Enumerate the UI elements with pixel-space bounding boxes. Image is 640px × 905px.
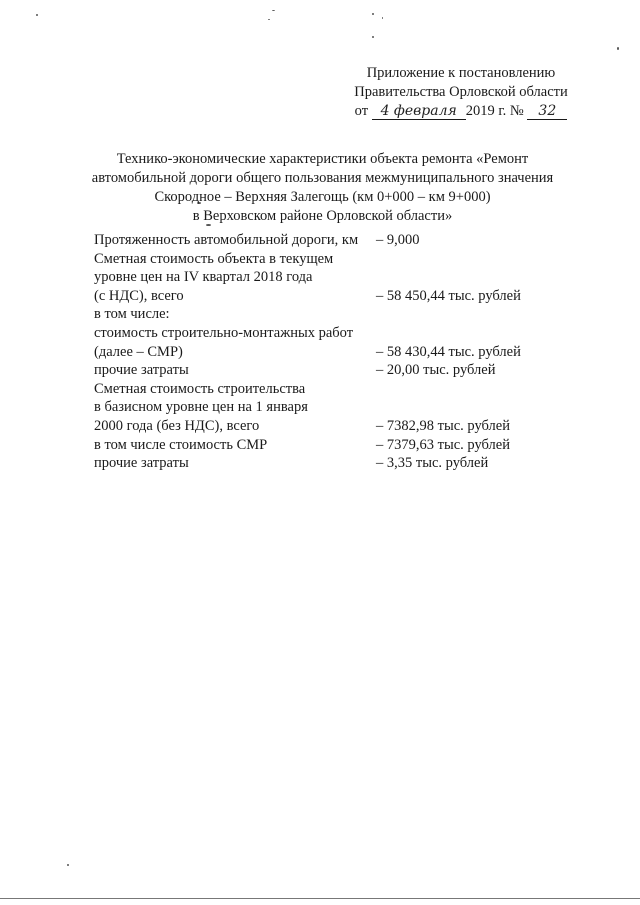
row-value: – 9,000	[376, 232, 420, 248]
appendix-line-1: Приложение к постановлению	[366, 65, 556, 81]
row-label: Протяженность автомобильной дороги, км	[94, 232, 359, 248]
row-label: (с НДС), всего	[94, 287, 184, 304]
row-value: – 58 450,44 тыс. рублей	[376, 287, 521, 304]
row-label: (далее – СМР)	[94, 343, 183, 360]
title-line-4: в Верховском районе Орловской области»	[192, 208, 453, 224]
row-value: – 58 430,44 тыс. рублей	[376, 343, 521, 360]
row-value: – 7379,63 тыс. рублей	[376, 436, 510, 453]
row-label: прочие затраты	[94, 455, 189, 472]
scan-speck	[36, 14, 38, 16]
characteristics-row	[94, 305, 564, 324]
scan-bottom-edge	[0, 898, 640, 899]
characteristics-row	[94, 417, 564, 436]
characteristics-row	[94, 250, 564, 269]
appendix-line-2: Правительства Орловской области	[354, 84, 568, 100]
year-and-number-label: 2019 г. №	[465, 103, 524, 119]
scan-speck	[372, 13, 374, 15]
characteristics-row	[94, 436, 564, 455]
characteristics-table	[94, 231, 564, 473]
date-prefix: от	[354, 103, 369, 119]
title-line-2: автомобильной дороги общего пользования межмуниципального значения	[91, 170, 554, 186]
row-label: стоимость строительно-монтажных работ	[94, 324, 354, 341]
characteristics-row	[94, 343, 564, 362]
row-label: в базисном уровне цен на 1 января	[94, 399, 308, 416]
row-label: уровне цен на IV квартал 2018 года	[94, 269, 313, 286]
characteristics-row	[94, 380, 564, 399]
row-value: – 20,00 тыс. рублей	[376, 362, 496, 379]
appendix-header	[336, 64, 586, 121]
handwritten-number: 32	[527, 103, 567, 120]
row-label: Сметная стоимость объекта в текущем	[94, 250, 334, 267]
scan-speck	[268, 19, 270, 20]
row-label: Сметная стоимость строительства	[94, 380, 306, 397]
scan-speck	[617, 47, 619, 50]
characteristics-row	[94, 361, 564, 380]
scan-speck	[372, 36, 374, 38]
row-label: 2000 года (без НДС), всего	[94, 417, 260, 434]
row-label: прочие затраты	[94, 362, 189, 379]
characteristics-row	[94, 268, 564, 287]
scan-speck	[67, 864, 69, 866]
scan-speck	[382, 17, 383, 19]
characteristics-row	[94, 324, 564, 343]
characteristics-row	[94, 454, 564, 473]
title-line-1: Технико-экономические характеристики объекта ремонта «Ремонт	[116, 151, 529, 167]
characteristics-row	[94, 231, 564, 250]
characteristics-row	[94, 287, 564, 306]
title-line-3: Скородное – Верхняя Залегощь (км 0+000 – км 9+000)	[154, 189, 491, 205]
document-title	[90, 150, 555, 226]
row-value: – 3,35 тыс. рублей	[376, 455, 489, 472]
scan-speck	[272, 10, 275, 11]
handwritten-date: 4 февраля	[372, 103, 466, 120]
characteristics-row	[94, 398, 564, 417]
appendix-date-line	[336, 102, 586, 121]
row-label: в том числе стоимость СМР	[94, 436, 268, 453]
row-label: в том числе:	[94, 306, 170, 323]
row-value: – 7382,98 тыс. рублей	[376, 417, 510, 434]
